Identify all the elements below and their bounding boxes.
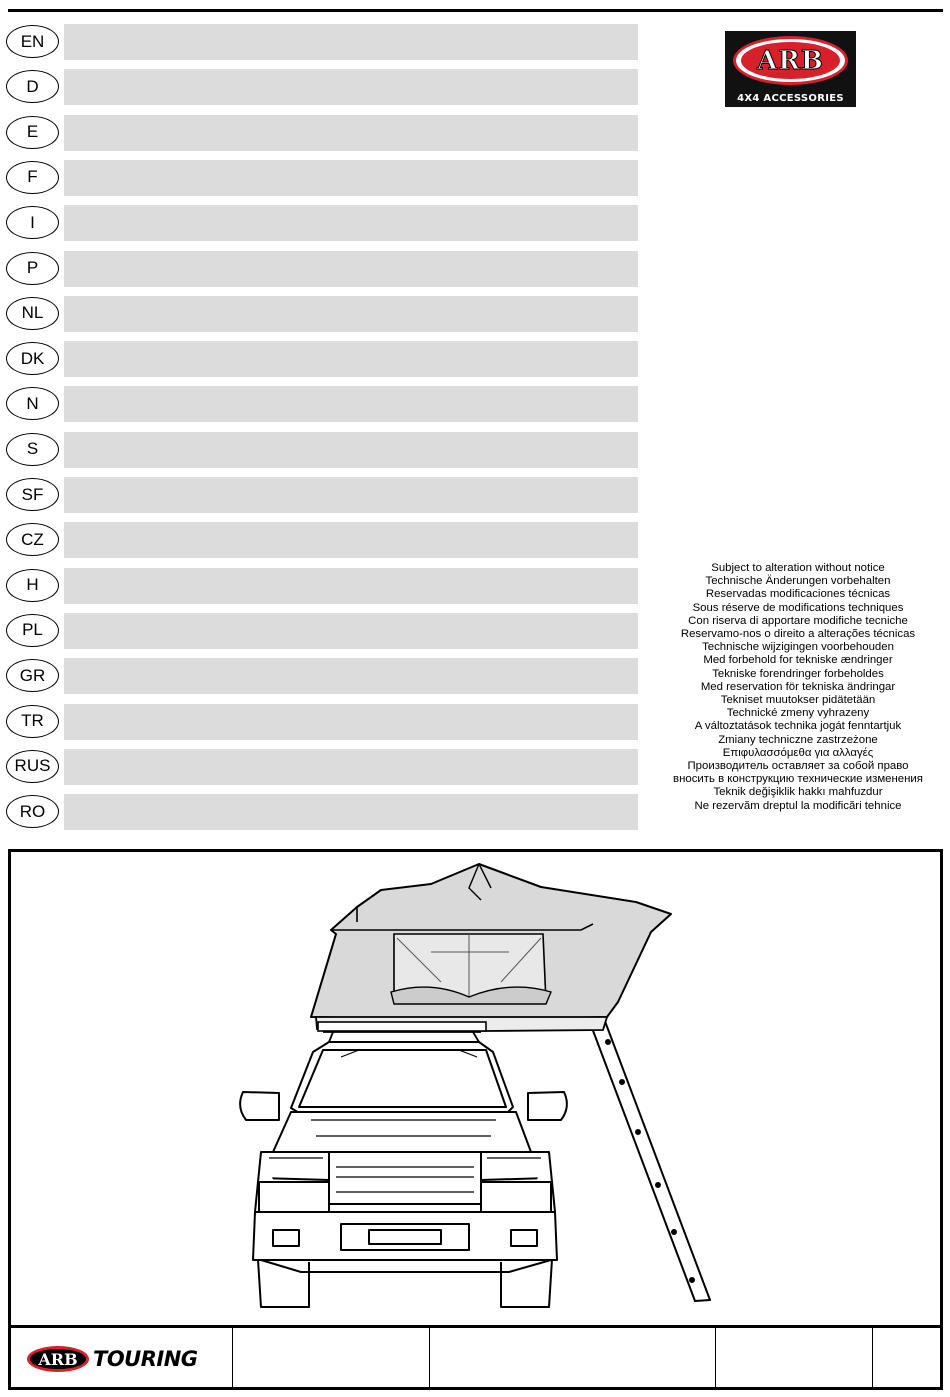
notice-line: Teknik değişiklik hakkı mahfuzdur: [713, 786, 883, 799]
language-text-bar: [64, 341, 638, 377]
top-rule: [8, 9, 943, 12]
footer-logo-oval: [27, 1346, 89, 1372]
language-text-bar: [64, 115, 638, 151]
language-row: [6, 386, 640, 424]
language-text-bar: [64, 24, 638, 60]
language-row: [6, 658, 640, 696]
arb-touring-logo: [27, 1346, 198, 1372]
language-row: [6, 160, 640, 198]
language-text-bar: [64, 477, 638, 513]
footer-cell-2: [233, 1328, 430, 1387]
language-text-bar: [64, 296, 638, 332]
notice-line: Zmiany techniczne zastrzeżone: [718, 733, 878, 746]
language-row: [6, 24, 640, 62]
notice-line: Tekniske forendringer forbeholdes: [712, 667, 884, 680]
notice-line: Sous réserve de modifications techniques: [692, 601, 904, 614]
language-text-bar: [64, 69, 638, 105]
language-row: [6, 251, 640, 289]
notice-line: вносить в конструкцию технические изменения: [673, 773, 923, 786]
vehicle-with-rooftop-tent-icon: [11, 852, 940, 1325]
language-row: [6, 522, 640, 560]
notice-line: Reservadas modificaciones técnicas: [705, 588, 891, 601]
alteration-notice: [650, 562, 946, 813]
illustration-frame: [8, 849, 943, 1390]
language-code-badge: P: [6, 252, 59, 285]
language-code-badge: S: [6, 433, 59, 466]
notice-line: Reservamo-nos o direito a alterações técnicas: [680, 628, 916, 641]
logo-oval: [733, 36, 848, 85]
language-row: [6, 296, 640, 334]
language-row: [6, 341, 640, 379]
logo-tagline: 4X4 ACCESSORIES: [737, 93, 844, 104]
language-row: [6, 205, 640, 243]
language-code-badge: CZ: [6, 523, 59, 556]
language-text-bar: [64, 794, 638, 830]
notice-line: Med reservation för tekniska ändringar: [700, 680, 896, 693]
language-row: [6, 794, 640, 832]
notice-line: Technische Änderungen vorbehalten: [705, 575, 891, 588]
language-code-badge: GR: [6, 659, 59, 692]
language-text-bar: [64, 749, 638, 785]
logo-brand: ARB: [757, 45, 824, 76]
language-code-badge: D: [6, 70, 59, 103]
language-row: [6, 749, 640, 787]
language-row: [6, 69, 640, 107]
notice-line: Επιφυλασσόμεθα για αλλαγές: [722, 746, 874, 759]
notice-line: Subject to alteration without notice: [711, 562, 885, 574]
language-text-bar: [64, 160, 638, 196]
language-code-badge: NL: [6, 297, 59, 330]
language-code-badge: N: [6, 387, 59, 420]
footer-cell-4: [716, 1328, 873, 1387]
language-text-bar: [64, 704, 638, 740]
language-row: [6, 568, 640, 606]
language-code-badge: RUS: [6, 750, 59, 783]
language-row: [6, 704, 640, 742]
language-row: [6, 477, 640, 515]
language-text-bar: [64, 568, 638, 604]
language-row: [6, 115, 640, 153]
language-text-bar: [64, 205, 638, 241]
language-text-bar: [64, 386, 638, 422]
language-code-badge: E: [6, 116, 59, 149]
language-row: [6, 613, 640, 651]
language-code-badge: F: [6, 161, 59, 194]
footer-cell-3: [430, 1328, 716, 1387]
language-code-badge: I: [6, 206, 59, 239]
language-text-bar: [64, 613, 638, 649]
language-text-bar: [64, 251, 638, 287]
notice-line: Tekniset muutokser pidätetään: [720, 694, 876, 707]
language-text-bar: [64, 522, 638, 558]
notice-line: Technische wijzigingen voorbehouden: [702, 641, 894, 654]
footer-cell-logo: [11, 1328, 233, 1387]
footer-brand: ARB: [38, 1349, 78, 1369]
notice-line: Technické zmeny vyhrazeny: [726, 707, 870, 720]
logo-oval-inner: [741, 42, 840, 79]
language-code-badge: TR: [6, 705, 59, 738]
language-text-bar: [64, 658, 638, 694]
notice-line: Med forbehold for tekniske ændringer: [703, 654, 893, 667]
language-text-bar: [64, 432, 638, 468]
language-row: [6, 432, 640, 470]
notice-line: A változtatások technika jogát fenntartjuk: [694, 720, 902, 733]
notice-line: Ne rezervăm dreptul la modificări tehnice: [694, 799, 902, 812]
language-code-badge: PL: [6, 614, 59, 647]
footer-product-line: TOURING: [93, 1347, 198, 1371]
language-code-badge: SF: [6, 478, 59, 511]
language-code-badge: H: [6, 569, 59, 602]
language-code-badge: RO: [6, 795, 59, 828]
notice-line: Производитель оставляет за собой право: [687, 760, 909, 773]
language-code-badge: EN: [6, 25, 59, 58]
language-code-badge: DK: [6, 342, 59, 375]
footer-cell-5: [873, 1328, 940, 1387]
arb-logo: [725, 31, 856, 107]
notice-line: Con riserva di apportare modifiche tecniche: [688, 614, 908, 627]
